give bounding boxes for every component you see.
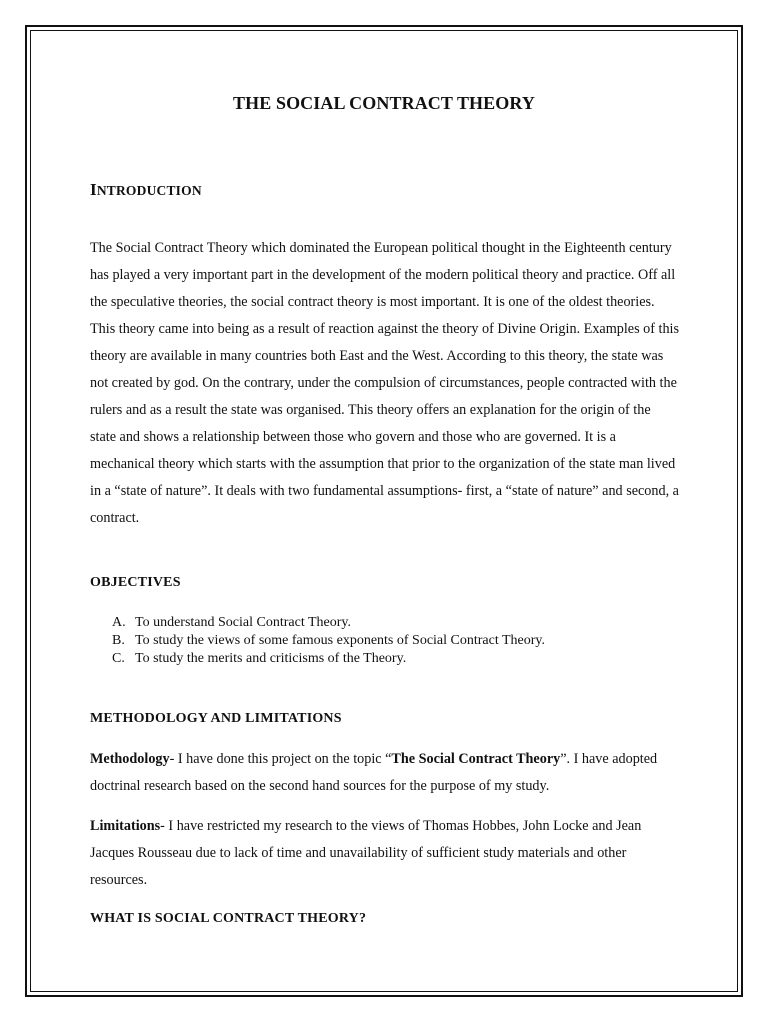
list-marker: B.	[112, 633, 125, 648]
what-is-heading: WHAT IS SOCIAL CONTRACT THEORY?	[90, 911, 367, 926]
list-marker: C.	[112, 651, 125, 666]
objectives-heading: OBJECTIVES	[90, 575, 181, 590]
introduction-heading-rest: NTRODUCTION	[96, 183, 202, 198]
limitations-text: - I have restricted my research to the views of Thomas Hobbes, John Locke and Jean Jacques Rousseau due to lack of time and unavailability of sufficient study materials and other resources.	[90, 818, 642, 888]
list-item	[112, 614, 545, 632]
document-title: THE SOCIAL CONTRACT THEORY	[233, 93, 535, 113]
methodology-text-2: ”. I have adopted doctrinal research based on the second hand sources for the purpose of my study.	[90, 751, 658, 794]
limitations-paragraph	[90, 813, 680, 894]
list-item-text: To study the merits and criticisms of the Theory.	[135, 651, 407, 666]
list-marker: A.	[112, 615, 126, 630]
methodology-topic: The Social Contract Theory	[391, 751, 561, 767]
list-item	[112, 632, 545, 650]
list-item	[112, 650, 545, 668]
methodology-text-1: - I have done this project on the topic “	[169, 751, 392, 767]
methodology-paragraph	[90, 746, 680, 800]
introduction-paragraph: The Social Contract Theory which dominated the European political thought in the Eighteenth century has played a very important part in the development of the modern political theory and practice. Off all the speculative theories, the social contract theory is most important. It is one of the oldest theories. This theory came into being as a result of reaction against the theory of Divine Origin. Examples of this theory are available in many countries both East and the West. According to this theory, the state was not created by god. On the contrary, under the compulsion of circumstances, people contracted with the rulers and as a result the state was organised. This theory offers an explanation for the origin of the state and shows a relationship between those who govern and those who are governed. It is a mechanical theory which starts with the assumption that prior to the organization of the state man lived in a “state of nature”. It deals with two fundamental assumptions- first, a “state of nature” and second, a contract.	[90, 240, 680, 526]
introduction-heading-initial: I	[90, 180, 97, 199]
introduction-heading	[90, 180, 202, 200]
objectives-list	[112, 614, 545, 668]
methodology-label: Methodology	[90, 751, 170, 767]
list-item-text: To understand Social Contract Theory.	[135, 615, 351, 630]
limitations-label: Limitations	[90, 818, 161, 834]
methodology-heading: METHODOLOGY AND LIMITATIONS	[90, 711, 342, 726]
list-item-text: To study the views of some famous exponents of Social Contract Theory.	[135, 633, 545, 648]
